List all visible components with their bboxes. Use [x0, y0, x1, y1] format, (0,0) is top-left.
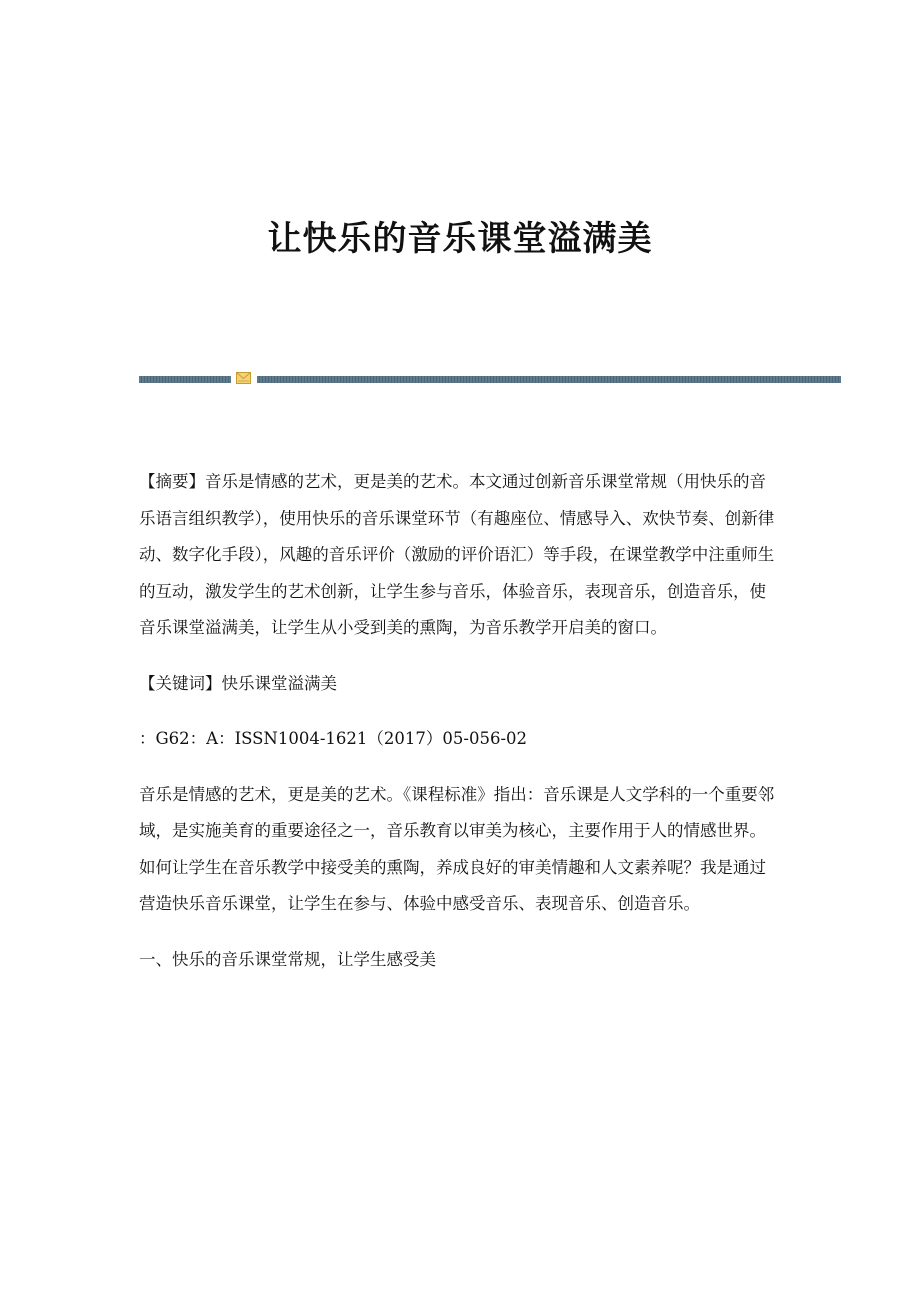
abstract-paragraph: 【摘要】音乐是情感的艺术，更是美的艺术。本文通过创新音乐课堂常规（用快乐的音乐语言组织教学），使用快乐的音乐课堂环节（有趣座位、情感导入、欢快节奏、创新律动、数字化手段），风趣的音乐评价（激励的评价语汇）等手段，在课堂教学中注重师生的互动，激发学生的艺术创新，让学生参与音乐，体验音乐，表现音乐，创造音乐，使音乐课堂溢满美，让学生从小受到美的熏陶，为音乐教学开启美的窗口。	[139, 472, 775, 637]
section-heading: 一、快乐的音乐课堂常规，让学生感受美	[139, 949, 436, 969]
divider-bar-left	[139, 376, 231, 383]
document-title: 让快乐的音乐课堂溢满美	[267, 219, 653, 259]
document-body	[139, 464, 779, 978]
classification-line: ：G62：A：ISSN1004-1621（2017）05-056-02	[139, 729, 528, 748]
envelope-icon	[236, 372, 251, 384]
title-divider	[139, 371, 841, 387]
keywords-line: 【关键词】快乐课堂溢满美	[139, 673, 337, 693]
divider-bar-right	[257, 376, 841, 383]
intro-paragraph: 音乐是情感的艺术，更是美的艺术。《课程标准》指出：音乐课是人文学科的一个重要邻域，是实施美育的重要途径之一，音乐教育以审美为核心，主要作用于人的情感世界。如何让学生在音乐教学中接受美的熏陶，养成良好的审美情趣和人文素养呢？我是通过营造快乐音乐课堂，让学生在参与、体验中感受音乐、表现音乐、创造音乐。	[139, 784, 775, 913]
